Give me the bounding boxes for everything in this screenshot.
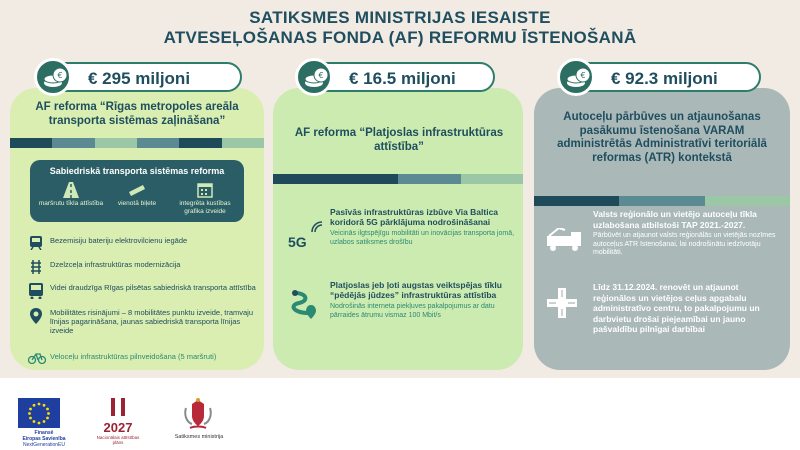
amount-value: € 295 miljoni (88, 69, 191, 88)
roads-renovation-block (593, 282, 779, 335)
last-mile-block-title: Platjoslas jeb ļoti augstas veiktspējas tīklu “pēdējās jūdzes” infrastruktūras attīstība (330, 280, 502, 300)
plan-subtitle: Nacionālais attīstības plāns (96, 435, 140, 445)
location-pin-icon (28, 308, 44, 324)
page-title (0, 8, 800, 48)
svg-text:€: € (57, 71, 63, 80)
list-item-text: Dzelzceļa infrastruktūras modernizācija (50, 260, 181, 269)
eu-flag-logo (18, 398, 60, 428)
roads-network-block (593, 209, 779, 258)
coin-euro-icon (295, 58, 333, 96)
5g-block-title: Pasīvās infrastruktūras izbūve Via Baltica koridorā 5G pārklājuma nodrošināšanai (330, 207, 499, 227)
signal-waves-icon (310, 220, 324, 234)
unified-ticket-label: vienotā biļete (117, 200, 157, 207)
svg-text:€: € (580, 71, 586, 80)
amount-value: € 16.5 miljoni (349, 69, 456, 88)
public-transport-heading: Sabiedriskā transporta sistēmas reforma (49, 166, 225, 176)
coin-euro-icon (34, 58, 72, 96)
schedule-label: integrēta kustības grafika izveide (179, 200, 231, 215)
construction-truck-icon (545, 228, 585, 252)
broadband-reform-title: AF reforma “Platjoslas infrastruktūras attīstība” (294, 127, 504, 153)
eu-line-1: Finansē (34, 430, 54, 436)
last-mile-block (330, 280, 516, 320)
5g-block-desc: Veicinās ilgtspējīgu mobilitāti un inovācijas transporta jomā, uzlabos satiksmes drošību (330, 230, 515, 246)
rail-icon (28, 260, 44, 274)
crossroads-icon (547, 288, 577, 318)
list-item-text: Bezemisiju bateriju elektrovilcienu iegāde (50, 236, 188, 245)
5g-icon: 5G (288, 234, 307, 250)
route-network-label: maršrutu tīkla attīstība (38, 200, 104, 207)
national-plan-logo (96, 398, 140, 445)
ticket-icon (127, 182, 147, 198)
road-reconstruction-title: Autoceļu pārbūves un atjaunošanas pasākumu īstenošana VARAM administrētās Administratīvi teritoriālā reformas (ATR) kontekstā (557, 111, 767, 164)
transport-reform-title: AF reforma “Rīgas metropoles areāla transporta sistēmas zaļināšana” (35, 101, 239, 127)
amount-pill-broadband (303, 62, 495, 92)
coin-euro-icon (557, 58, 595, 96)
title-line-1: SATIKSMES MINISTRIJAS IESAISTE (249, 8, 551, 27)
calendar-icon (195, 182, 215, 198)
road-icon (61, 182, 81, 198)
train-icon (28, 236, 44, 250)
eu-line-2: Eiropas Savienība (22, 436, 66, 442)
route-network-item (36, 182, 106, 208)
unified-ticket-item (102, 182, 172, 208)
amount-pill-transport (42, 62, 242, 92)
route-path-icon (287, 287, 321, 321)
amount-value: € 92.3 miljoni (611, 69, 718, 88)
coat-of-arms-logo (178, 398, 218, 432)
bicycle-icon (28, 352, 46, 364)
amount-pill-roads (565, 62, 761, 92)
svg-text:€: € (318, 71, 324, 80)
public-transport-box (30, 160, 244, 222)
roads-network-block-title: Valsts reģionālo un vietējo autoceļu tīkla uzlabošana atbilstoši TAP 2021.-2027. (593, 209, 757, 230)
roads-renovation-block-title: Līdz 31.12.2024. renovēt un atjaunot reģionālos un vietējos ceļus apgabalu administratīvo centru, to pakalpojumu un darbvietu drošai piejeamībai un jauno pašvaldību pilnīgai darbībai (593, 282, 760, 334)
list-item-text: Mobilitātes risinājumi – 8 mobilitātes punktu izveide, tramvaju līnijas pagarināšana, jaunas sabiedriskā transporta līnijas izveide (50, 308, 254, 335)
ministry-label: Satiksmes ministrija (174, 434, 224, 440)
title-line-2: ATVESEĻOŠANAS FONDA (AF) REFORMU ĪSTENOŠANĀ (163, 28, 637, 47)
divider-stripes (534, 196, 790, 206)
divider-stripes (273, 174, 523, 184)
list-item-text: Videi draudzīga Rīgas pilsētas sabiedriskā transporta attīstība (50, 283, 256, 292)
5g-block (330, 207, 516, 247)
schedule-item (170, 182, 240, 216)
eu-funding-label (14, 430, 74, 448)
list-item-text: Veloceļu infrastruktūras pilnveidošana (5 maršruti) (50, 352, 217, 361)
plan-bars-icon (106, 398, 130, 416)
bus-icon (28, 283, 44, 299)
divider-stripes (10, 138, 264, 148)
plan-year: 2027 (103, 420, 133, 435)
roads-network-block-desc: Pārbūvēt un atjaunot valsts reģionālās un vietējās nozīmes autoceļus ATR īstenošanai, lai nodrošinātu iedzīvotāju mobilitāti. (593, 232, 776, 256)
last-mile-block-desc: Nodrošinās interneta piekļuves pakalpojumus ar datu pārraides ātrumu vismaz 100 Mbit/s (330, 303, 495, 319)
eu-line-3: NextGenerationEU (23, 442, 65, 448)
